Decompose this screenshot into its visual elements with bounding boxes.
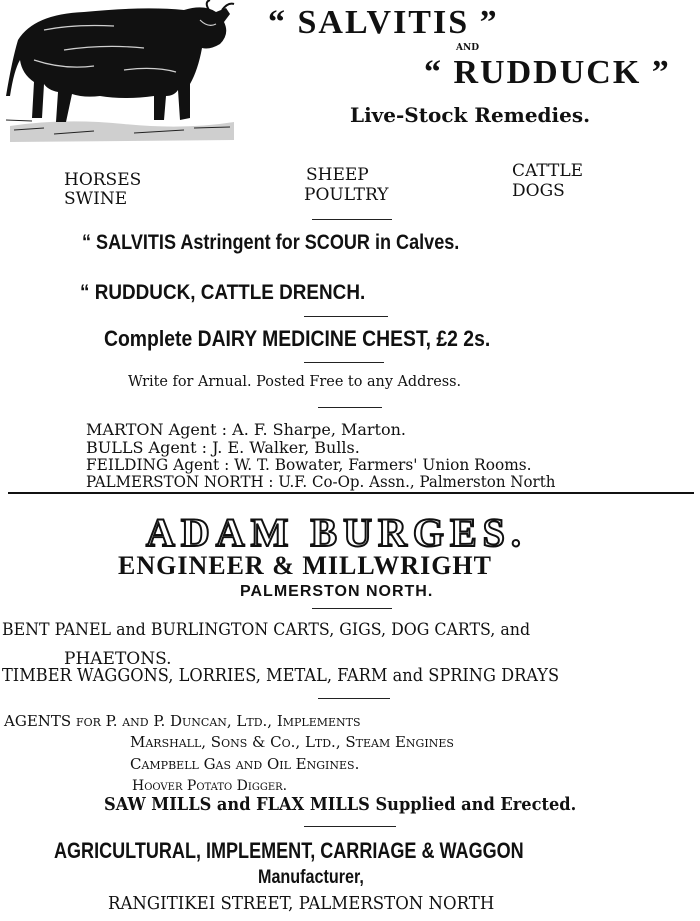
- dairy-chest-line: Complete DAIRY MEDICINE CHEST, £2 2s.: [104, 326, 491, 351]
- animal-cattle: CATTLE: [512, 161, 584, 181]
- divider: [318, 407, 382, 408]
- burgess-trade: ENGINEER & MILLWRIGHT: [118, 551, 492, 580]
- write-annual-line: Write for Arnual. Posted Free to any Address.: [128, 372, 462, 390]
- animal-horses: HORSES: [64, 170, 142, 190]
- carts-line: PHAETONS.: [64, 649, 172, 669]
- mills-line: SAW MILLS and FLAX MILLS Supplied and Erected.: [104, 794, 577, 815]
- agent-line: PALMERSTON NORTH : U.F. Co-Op. Assn., Palmerston North: [86, 472, 556, 491]
- agents-line: Marshall, Sons & Co., Ltd., Steam Engines: [130, 733, 454, 751]
- agents-line: AGENTS for P. and P. Duncan, Ltd., Implements: [4, 712, 361, 730]
- burgess-name: ADAM BURGES.: [146, 510, 527, 555]
- and-label: AND: [456, 43, 480, 53]
- divider: [312, 608, 392, 609]
- animal-poultry: POULTRY: [304, 185, 389, 205]
- agent-line: FEILDING Agent : W. T. Bowater, Farmers' Union Rooms.: [86, 455, 532, 474]
- section-divider: [8, 492, 694, 494]
- carts-line: BENT PANEL and BURLINGTON CARTS, GIGS, DOG CARTS, and: [2, 620, 531, 640]
- bull-illustration: [4, 0, 240, 160]
- animal-swine: SWINE: [64, 189, 128, 209]
- rudduck-title: “ RUDDUCK ”: [424, 54, 671, 91]
- agricultural-line: AGRICULTURAL, IMPLEMENT, CARRIAGE & WAGGON: [54, 838, 524, 863]
- agents-line: Hoover Potato Digger.: [132, 778, 288, 794]
- carts-line: TIMBER WAGGONS, LORRIES, METAL, FARM and SPRING DRAYS: [2, 665, 560, 686]
- burgess-town: PALMERSTON NORTH.: [240, 583, 434, 600]
- address-line: RANGITIKEI STREET, PALMERSTON NORTH: [108, 893, 495, 914]
- divider: [304, 826, 396, 827]
- divider: [304, 362, 384, 363]
- rudduck-drench-line: “ RUDDUCK, CATTLE DRENCH.: [80, 281, 366, 304]
- agent-line: BULLS Agent : J. E. Walker, Bulls.: [86, 438, 360, 457]
- divider: [304, 316, 388, 317]
- animal-dogs: DOGS: [512, 181, 565, 201]
- agent-line: MARTON Agent : A. F. Sharpe, Marton.: [86, 420, 407, 439]
- divider: [312, 219, 392, 220]
- divider: [318, 698, 390, 699]
- livestock-subtitle: Live-Stock Remedies.: [350, 103, 591, 127]
- salvitis-title: “ SALVITIS ”: [268, 4, 499, 41]
- agents-line: Campbell Gas and Oil Engines.: [130, 755, 360, 773]
- manufacturer-line: Manufacturer,: [258, 867, 364, 888]
- salvitis-scour-line: “ SALVITIS Astringent for SCOUR in Calves.: [82, 231, 460, 254]
- animal-sheep: SHEEP: [306, 165, 369, 185]
